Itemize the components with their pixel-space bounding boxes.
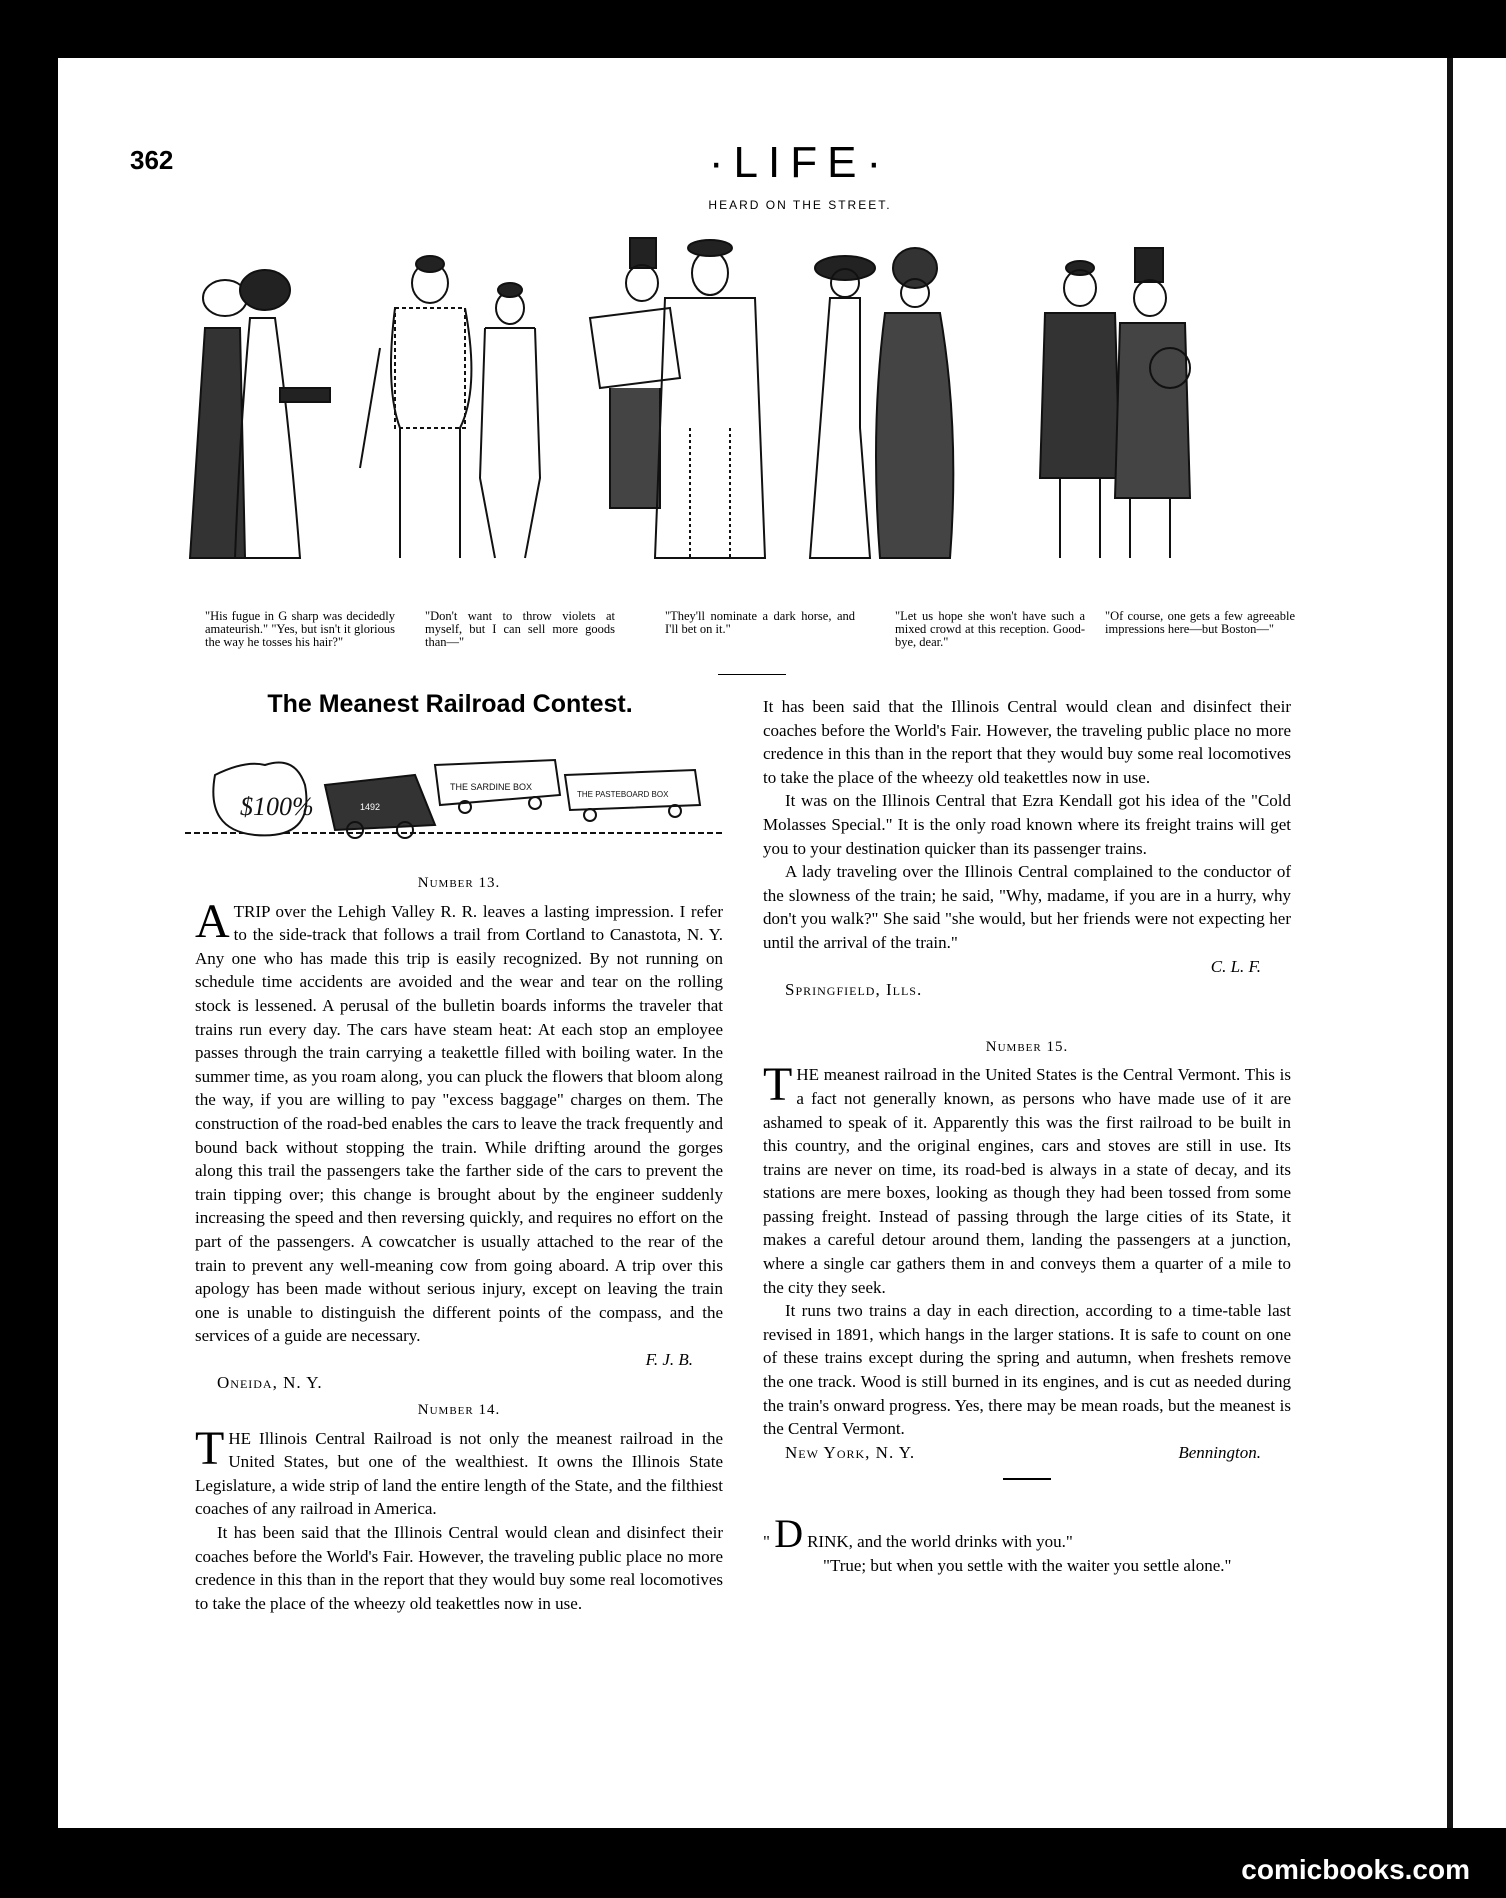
paragraph-14-2-start: It has been said that the Illinois Central would clean and disinfect their coaches before the World's Fair. However, the traveling public place no more credence in this than in the report that they would buy some real locomotives to take the place of the wheezy old teakettles now in use. [195, 1523, 723, 1613]
divider-rule [718, 674, 786, 675]
paragraph-15-2: It runs two trains a day in each direction, according to a time-table last revised in 1891, which hangs in the larger stations. It is safe to count on one of these trains except during the spring and autumn, when freshets remove the one track. Wood is still burned in its engines, and is cut as needed during the train's onward progress. Yes, there may be mean roads, but the meanest is the Central Vermont. [763, 1301, 1291, 1439]
cartoon-panel-1 [190, 270, 330, 558]
dropcap-joke: D [774, 1511, 804, 1557]
place-14: Springfield, Ills. [785, 980, 923, 1000]
cartoon-panel-4 [810, 248, 953, 558]
facing-page-edge [1447, 58, 1506, 1828]
cartoon-illustration [170, 228, 1320, 588]
place-13: Oneida, N. Y. [217, 1373, 323, 1393]
car-label-1: THE SARDINE BOX [450, 782, 533, 792]
engine-label: 1492 [360, 802, 381, 812]
cartoon-panel-5 [1040, 248, 1190, 558]
joke-line-2: "True; but when you settle with the waiter you settle alone." [823, 1556, 1232, 1576]
caption-4: "Let us hope she won't have such a mixed crowd at this reception. Good-bye, dear." [895, 609, 1085, 649]
signature-13: F. J. B. [645, 1349, 693, 1369]
section-heading-15: Number 15. [985, 1038, 1069, 1055]
cartoon-panel-2 [360, 256, 540, 558]
train-illustration [185, 735, 725, 855]
paragraph-14-2-cont: It has been said that the Illinois Central would clean and disinfect their coaches before the World's Fair. However, the traveling public place no more credence in this than in the report that they would buy some real locomotives to take the place of the wheezy old teakettles now in use. [763, 697, 1291, 787]
place-15: New York, N. Y. [785, 1442, 916, 1462]
caption-3: "They'll nominate a dark horse, and I'll bet on it." [665, 609, 855, 636]
paragraph-14-4: A lady traveling over the Illinois Central complained to the conductor of the slowness of the train; he said, "Why, madame, if you are in a hurry, why don't you walk?" She said "she would, but her friends were not expecting her until the arrival of the train." [763, 862, 1291, 952]
right-column [763, 695, 1291, 1578]
page-number: 362 [130, 145, 174, 175]
caption-2: "Don't want to throw violets at myself, but I can sell more goods than—" [425, 609, 615, 649]
money-bag-label: $100% [240, 792, 314, 821]
car-label-2: THE PASTEBOARD BOX [577, 790, 669, 799]
paragraph-15-1: THE meanest railroad in the United States is the Central Vermont. This is a fact not generally known, as persons who have made use of it are ashamed to speak of it. Apparently this was the first railroad to be built in this country, and the original engines, cars and stoves are still in use. Its trains are never on time, its road-bed is always in a state of decay, and its stations are mere boxes, looking as though they had been tossed from some passing freight. Instead of passing through the large cities of its State, it makes a careful detour around them, landing the passengers at a junction, where a single car gathers them in and conveys them a quarter of a mile to the city they seek. [763, 1058, 1291, 1297]
section-heading-14: Number 14. [417, 1402, 501, 1419]
dropcap-14: T [195, 1421, 225, 1475]
dropcap-15: T [763, 1058, 793, 1112]
cartoon-title: HEARD ON THE STREET. [708, 198, 892, 212]
joke-line-1: " D RINK, and the world drinks with you." [763, 1511, 1073, 1557]
paragraph-14-3: It was on the Illinois Central that Ezra Kendall got his idea of the "Cold Molasses Special." It is the only road known where its freight trains will get you to your destination quicker than its passenger trains. [763, 791, 1291, 858]
section-divider [1003, 1478, 1051, 1480]
article-headline: The Meanest Railroad Contest. [267, 690, 633, 718]
paragraph-14-1: THE Illinois Central Railroad is not only the meanest railroad in the United States, but one of the wealthiest. It owns the Illinois State Legislature, a wide strip of land the entire length of the State, and the filthiest coaches of any railroad in America. [195, 1421, 723, 1519]
masthead: ·LIFE· [708, 138, 892, 187]
dropcap-13: A [195, 894, 230, 948]
section-heading-13: Number 13. [417, 875, 501, 891]
caption-5: "Of course, one gets a few agreeable impressions here—but Boston—" [1105, 609, 1295, 636]
caption-1: "His fugue in G sharp was decidedly amateurish." "Yes, but isn't it glorious the way he tosses his hair?" [205, 609, 395, 649]
left-column [195, 868, 723, 1613]
signature-15: Bennington. [1178, 1442, 1261, 1462]
paragraph-13: A TRIP over the Lehigh Valley R. R. leaves a lasting impression. I refer to the side-track that follows a trail from Cortland to Canastota, N. Y. Any one who has made this trip is easily recognized. By not running on schedule time accidents are avoided and the wear and tear on the rolling stock is lessened. A perusal of the bulletin boards informs the traveler that trains run every day. The cars have steam heat: At each stop an employee passes through the train carrying a teakettle filled with boiling water. In the summer time, as you roam along, you can pluck the flowers that bloom along the way, if you are willing to pay "excess baggage" charges on them. The construction of the road-bed enables the cars to leave the track frequently and bound back without stopping the train. While drifting around the gorges along this trail the passengers take the farther side of the cars to prevent the train tipping over; this change is brought about by the engineer suddenly increasing the speed and then reversing quickly, and requires no effort on the part of the passengers. A cowcatcher is usually attached to the rear of the train to prevent any well-meaning cow from going aboard. A trip over this apology has been made without serious injury, except on leaving the train one is unable to distinguish the different points of the compass, and the services of a guide are necessary. [195, 894, 723, 1346]
cartoon-panel-3 [590, 238, 765, 558]
signature-14: C. L. F. [1210, 956, 1261, 976]
watermark: comicbooks.com [1241, 1854, 1470, 1885]
